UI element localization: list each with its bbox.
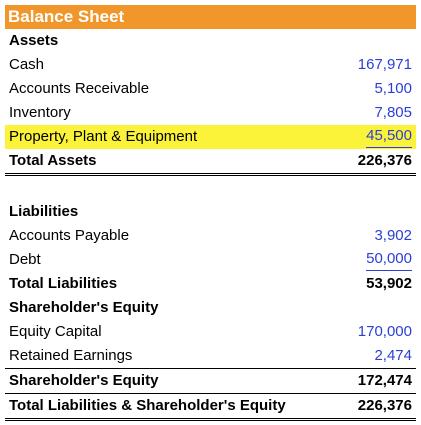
retained-earnings-label: Retained Earnings — [9, 347, 133, 364]
equity-capital-row[interactable] — [5, 320, 416, 344]
retained-earnings-row[interactable] — [5, 344, 416, 369]
equity-capital-value[interactable]: 170,000 — [357, 323, 412, 340]
debt-row[interactable] — [5, 248, 416, 272]
debt-label: Debt — [9, 251, 41, 268]
total-liabilities-equity-value: 226,376 — [357, 397, 412, 414]
balance-sheet — [5, 5, 416, 421]
total-liabilities-row — [5, 272, 416, 296]
total-liabilities-equity-label: Total Liabilities & Shareholder's Equity — [9, 397, 286, 414]
equity-capital-label: Equity Capital — [9, 323, 102, 340]
assets-heading-row — [5, 29, 416, 53]
inventory-label: Inventory — [9, 104, 71, 121]
cash-value[interactable]: 167,971 — [357, 56, 412, 73]
assets-heading: Assets — [9, 32, 59, 49]
total-assets-label: Total Assets — [9, 152, 97, 169]
ppe-label: Property, Plant & Equipment — [9, 128, 198, 145]
ppe-value[interactable]: 45,500 — [366, 125, 412, 148]
inventory-row[interactable] — [5, 101, 416, 125]
cash-row[interactable] — [5, 53, 416, 77]
total-equity-row — [5, 369, 416, 394]
accounts-payable-label: Accounts Payable — [9, 227, 130, 244]
cash-label: Cash — [9, 56, 45, 73]
ppe-row[interactable] — [5, 125, 416, 149]
sheet-title: Balance Sheet — [5, 5, 416, 29]
total-equity-value: 172,474 — [357, 372, 412, 389]
equity-heading: Shareholder's Equity — [9, 299, 159, 316]
total-assets-row — [5, 149, 416, 176]
accounts-receivable-value[interactable]: 5,100 — [374, 80, 412, 97]
total-equity-label: Shareholder's Equity — [9, 372, 159, 389]
accounts-payable-value[interactable]: 3,902 — [374, 227, 412, 244]
liabilities-heading-row — [5, 200, 416, 224]
inventory-value[interactable]: 7,805 — [374, 104, 412, 121]
accounts-receivable-label: Accounts Receivable — [9, 80, 150, 97]
total-liabilities-label: Total Liabilities — [9, 275, 118, 292]
accounts-receivable-row[interactable] — [5, 77, 416, 101]
total-liabilities-equity-row — [5, 394, 416, 421]
spacer-row — [5, 176, 416, 200]
equity-heading-row — [5, 296, 416, 320]
accounts-payable-row[interactable] — [5, 224, 416, 248]
total-liabilities-value: 53,902 — [366, 275, 412, 292]
total-assets-value: 226,376 — [357, 152, 412, 169]
retained-earnings-value[interactable]: 2,474 — [374, 347, 412, 364]
debt-value[interactable]: 50,000 — [366, 248, 412, 271]
liabilities-heading: Liabilities — [9, 203, 79, 220]
